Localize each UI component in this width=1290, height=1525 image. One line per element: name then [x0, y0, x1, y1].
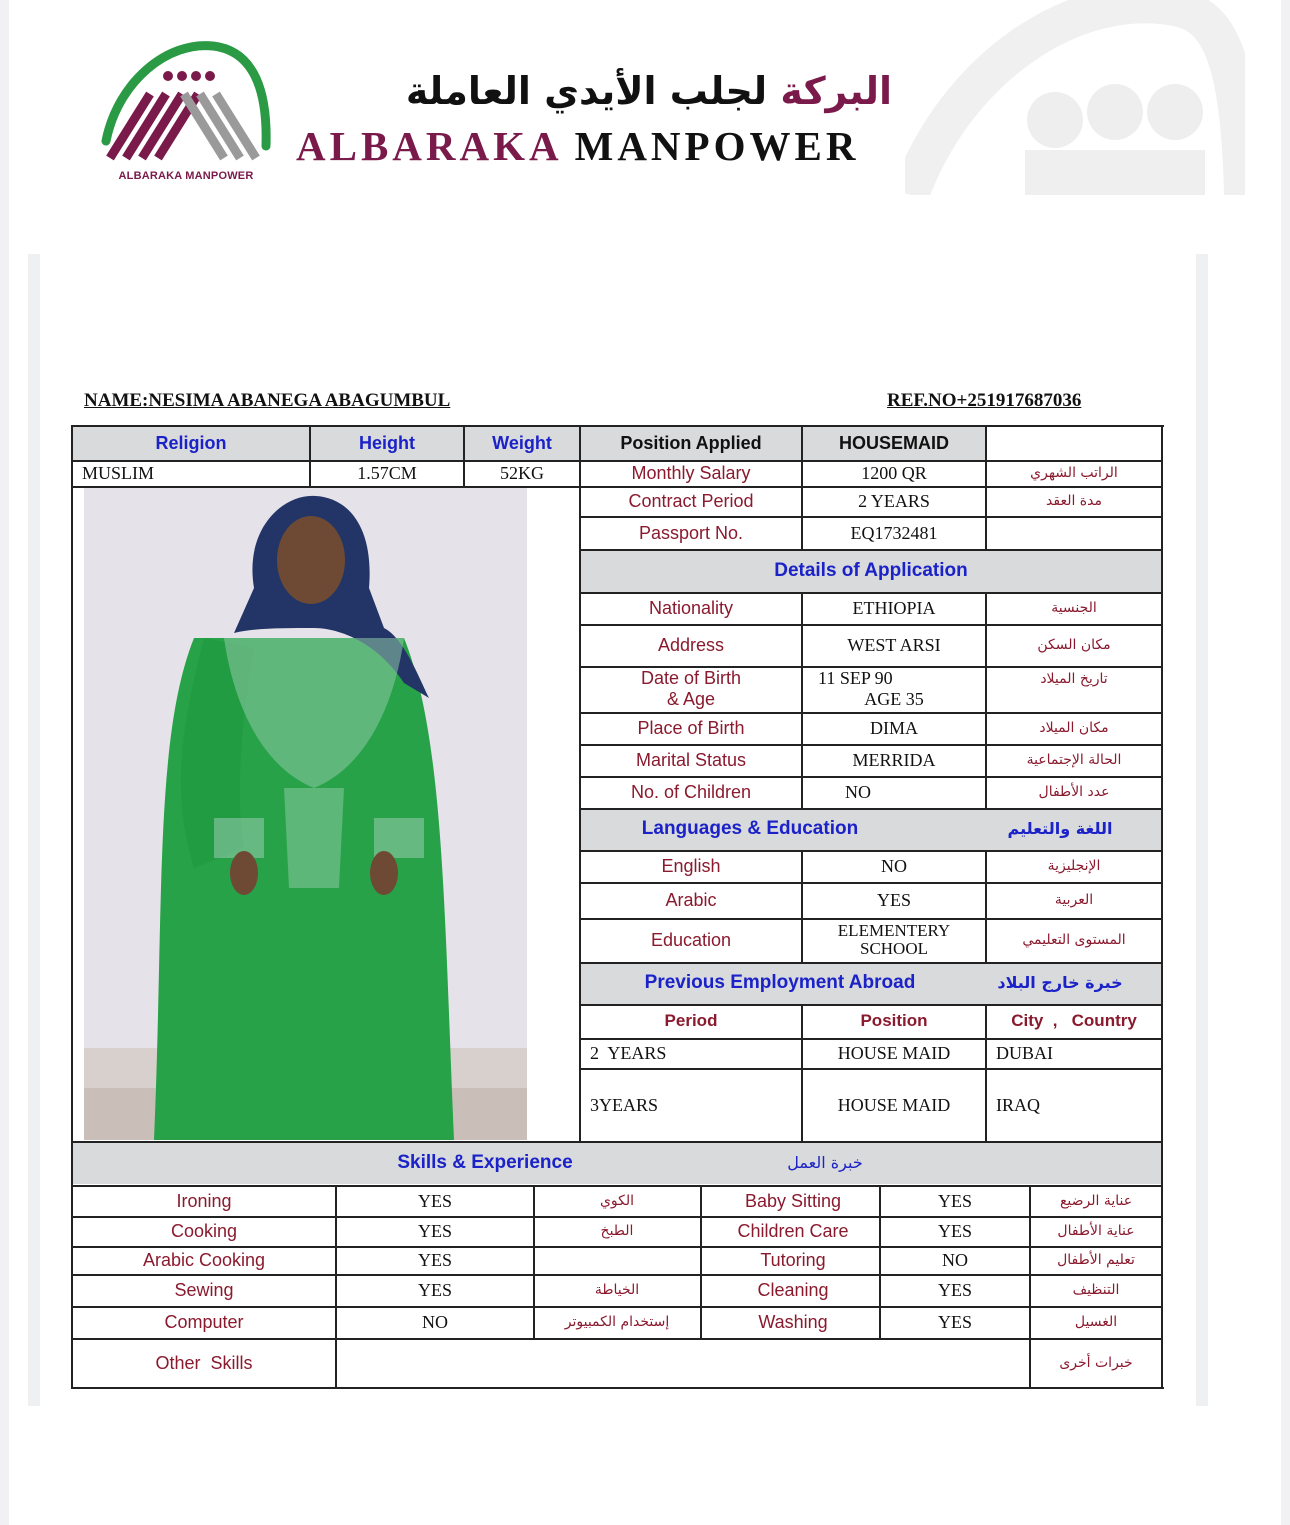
skill-label-ar: الكوي	[599, 1192, 635, 1209]
skill-value: NO	[422, 1311, 448, 1332]
skill-label-ar: الخياطة	[594, 1281, 640, 1298]
skill-label: Computer	[164, 1311, 244, 1332]
contract-label: Contract Period	[628, 490, 754, 511]
salary-label-ar: الراتب الشهري	[1030, 464, 1118, 481]
religion-value: MUSLIM	[82, 462, 155, 483]
skill-value: YES	[937, 1220, 972, 1241]
grid-line	[580, 549, 1162, 551]
passport-value: EQ1732481	[850, 522, 938, 543]
grid-line	[533, 1185, 535, 1338]
arabic-label: Arabic	[665, 889, 717, 910]
pob-label: Place of Birth	[637, 717, 745, 738]
weight-value: 52KG	[500, 462, 544, 483]
skill-label: Ironing	[176, 1190, 232, 1211]
watermark-logo	[905, 0, 1245, 195]
grid-line	[801, 1004, 803, 1142]
other-skills-label: Other Skills	[155, 1352, 253, 1373]
position-applied-value: HOUSEMAID	[838, 432, 949, 453]
grid-line	[72, 1338, 1162, 1340]
contract-label-ar: مدة العقد	[1046, 492, 1102, 509]
languages-section-title-ar: اللغة والتعليم	[1007, 818, 1113, 838]
grid-line	[72, 425, 1164, 427]
position-applied-label: Position Applied	[620, 432, 762, 453]
address-label-ar: مكان السكن	[1037, 636, 1111, 653]
grid-line	[580, 744, 1162, 746]
grid-line	[580, 882, 1162, 884]
skill-label: Children Care	[737, 1220, 849, 1241]
skill-value: YES	[417, 1190, 452, 1211]
grid-line	[801, 850, 803, 962]
skill-label-ar	[534, 1246, 700, 1274]
grid-line	[580, 460, 1162, 462]
skill-label: Sewing	[174, 1279, 234, 1300]
grid-line	[580, 962, 1162, 964]
brand-name-english	[296, 122, 896, 170]
skill-value: YES	[937, 1190, 972, 1211]
arabic-value: YES	[876, 889, 911, 910]
grid-line	[580, 1038, 1162, 1040]
grid-line	[580, 666, 1162, 668]
employment-row-city: IRAQ	[996, 1094, 1040, 1115]
skills-section-title-ar: خبرة العمل	[787, 1152, 863, 1172]
skill-label: Baby Sitting	[744, 1190, 842, 1211]
employment-row-period: 2 YEARS	[590, 1042, 667, 1063]
grid-line	[1029, 1185, 1031, 1389]
applicant-photo	[84, 488, 527, 1140]
grid-line	[72, 1141, 1162, 1143]
brand-english-first: ALBARAKA	[296, 123, 561, 169]
grid-line	[700, 1185, 702, 1338]
grid-line	[72, 1387, 1164, 1389]
grid-line	[580, 776, 1162, 778]
details-section-title: Details of Application	[774, 560, 968, 582]
skill-label-ar: التنظيف	[1072, 1281, 1120, 1298]
nationality-label-ar: الجنسية	[1051, 599, 1097, 616]
children-label: No. of Children	[630, 781, 752, 802]
skill-label: Arabic Cooking	[142, 1249, 266, 1270]
salary-value: 1200 QR	[861, 462, 927, 483]
employment-row-position: HOUSE MAID	[837, 1042, 951, 1063]
grid-line	[580, 516, 1162, 518]
english-label-ar: الإنجليزية	[1047, 857, 1101, 874]
other-skills-label-ar: خبرات أخرى	[1059, 1354, 1133, 1371]
passport-label: Passport No.	[638, 522, 744, 543]
skill-label: Cooking	[170, 1220, 238, 1241]
weight-header: Weight	[492, 432, 552, 453]
grid-line	[985, 850, 987, 962]
nationality-value: ETHIOPIA	[852, 597, 936, 618]
english-label: English	[661, 855, 721, 876]
dob-label	[580, 666, 802, 712]
grid-line	[72, 1216, 1162, 1218]
employment-row-position: HOUSE MAID	[837, 1094, 951, 1115]
skill-value: YES	[937, 1279, 972, 1300]
brand-name-arabic	[292, 66, 892, 116]
children-label-ar: عدد الأطفال	[1038, 783, 1110, 800]
marital-value: MERRIDA	[852, 749, 936, 770]
grid-line	[580, 486, 1162, 488]
grid-line	[71, 425, 73, 1389]
education-value-line1: ELEMENTERY	[837, 921, 951, 941]
grid-line	[72, 1185, 1162, 1187]
grid-line	[72, 1274, 1162, 1276]
marital-label: Marital Status	[635, 749, 747, 770]
grid-line	[579, 425, 581, 1142]
grid-line	[580, 624, 1162, 626]
grid-line	[309, 425, 311, 486]
company-logo	[98, 36, 276, 186]
grid-line	[463, 425, 465, 486]
skills-section-title: Skills & Experience	[397, 1152, 573, 1174]
skill-value: YES	[417, 1220, 452, 1241]
address-label: Address	[657, 634, 725, 655]
employment-row-city: DUBAI	[996, 1042, 1053, 1063]
height-header: Height	[359, 432, 415, 453]
employment-col-period: Period	[664, 1011, 718, 1031]
education-label: Education	[650, 929, 732, 950]
employment-section-title: Previous Employment Abroad	[644, 972, 916, 994]
logo-caption: ALBARAKA MANPOWER	[118, 170, 254, 182]
skill-label-ar: تعليم الأطفال	[1057, 1251, 1135, 1268]
reference-number: REF.NO+251917687036	[887, 390, 1082, 411]
grid-line	[72, 1306, 1162, 1308]
skill-value: YES	[417, 1279, 452, 1300]
skill-label-ar: عناية الرضيع	[1059, 1192, 1133, 1209]
skill-label-ar: إستخدام الكمبيوتر	[564, 1313, 670, 1330]
arabic-label-ar: العربية	[1054, 891, 1094, 908]
address-value: WEST ARSI	[847, 634, 941, 655]
grid-line	[580, 808, 1162, 810]
employment-row-period: 3YEARS	[590, 1094, 659, 1115]
education-value	[802, 918, 986, 962]
employment-col-city: City , Country	[1011, 1011, 1137, 1031]
grid-line	[335, 1185, 337, 1389]
applicant-name: NAME:NESIMA ABANEGA ABAGUMBUL	[84, 390, 451, 411]
brand-arabic-rest: لجلب الأيدي العاملة	[405, 69, 768, 113]
salary-label: Monthly Salary	[631, 462, 751, 483]
dob-date: 11 SEP 90	[818, 668, 893, 689]
grid-line	[72, 460, 580, 462]
skill-label-ar: عناية الأطفال	[1057, 1222, 1135, 1239]
skill-label: Cleaning	[757, 1279, 829, 1300]
employment-section-title-ar: خبرة خارج البلاد	[997, 972, 1123, 992]
contract-value: 2 YEARS	[858, 490, 930, 511]
grid-line	[72, 486, 580, 488]
grid-line	[580, 1004, 1162, 1006]
brand-arabic-highlight: البركة	[780, 69, 892, 113]
skill-value: NO	[942, 1249, 968, 1270]
dob-label-line1: Date of Birth	[640, 668, 742, 689]
employment-col-position: Position	[860, 1011, 928, 1031]
height-value: 1.57CM	[357, 462, 417, 483]
english-value: NO	[881, 855, 907, 876]
children-value: NO	[845, 781, 871, 802]
skill-label: Tutoring	[760, 1249, 826, 1270]
skill-label-ar: الطبخ	[600, 1222, 634, 1239]
grid-line	[580, 712, 1162, 714]
grid-line	[580, 592, 1162, 594]
dob-age: AGE 35	[864, 689, 924, 709]
dob-label-ar: تاريخ الميلاد	[1040, 671, 1108, 687]
nationality-label: Nationality	[648, 597, 734, 618]
education-label-ar: المستوى التعليمي	[1022, 931, 1126, 948]
skill-value: YES	[417, 1249, 452, 1270]
religion-header: Religion	[155, 432, 227, 453]
grid-line	[580, 850, 1162, 852]
grid-line	[72, 1246, 1162, 1248]
education-value-line2: SCHOOL	[859, 939, 928, 958]
grid-line	[879, 1185, 881, 1338]
other-skills-value	[336, 1338, 1030, 1388]
dob-label-line2: & Age	[666, 689, 716, 709]
skill-label-ar: الغسيل	[1074, 1313, 1118, 1330]
languages-section-title: Languages & Education	[641, 818, 859, 840]
grid-line	[985, 1004, 987, 1142]
marital-label-ar: الحالة الإجتماعية	[1026, 751, 1122, 768]
skill-value: YES	[937, 1311, 972, 1332]
brand-english-second: MANPOWER	[574, 123, 860, 169]
grid-line	[1161, 425, 1163, 1389]
grid-line	[580, 918, 1162, 920]
letterhead	[0, 0, 1290, 240]
pob-label-ar: مكان الميلاد	[1039, 719, 1109, 736]
dob-value	[802, 666, 986, 712]
grid-line	[580, 1068, 1162, 1070]
skill-label: Washing	[758, 1311, 828, 1332]
pob-value: DIMA	[870, 717, 918, 738]
